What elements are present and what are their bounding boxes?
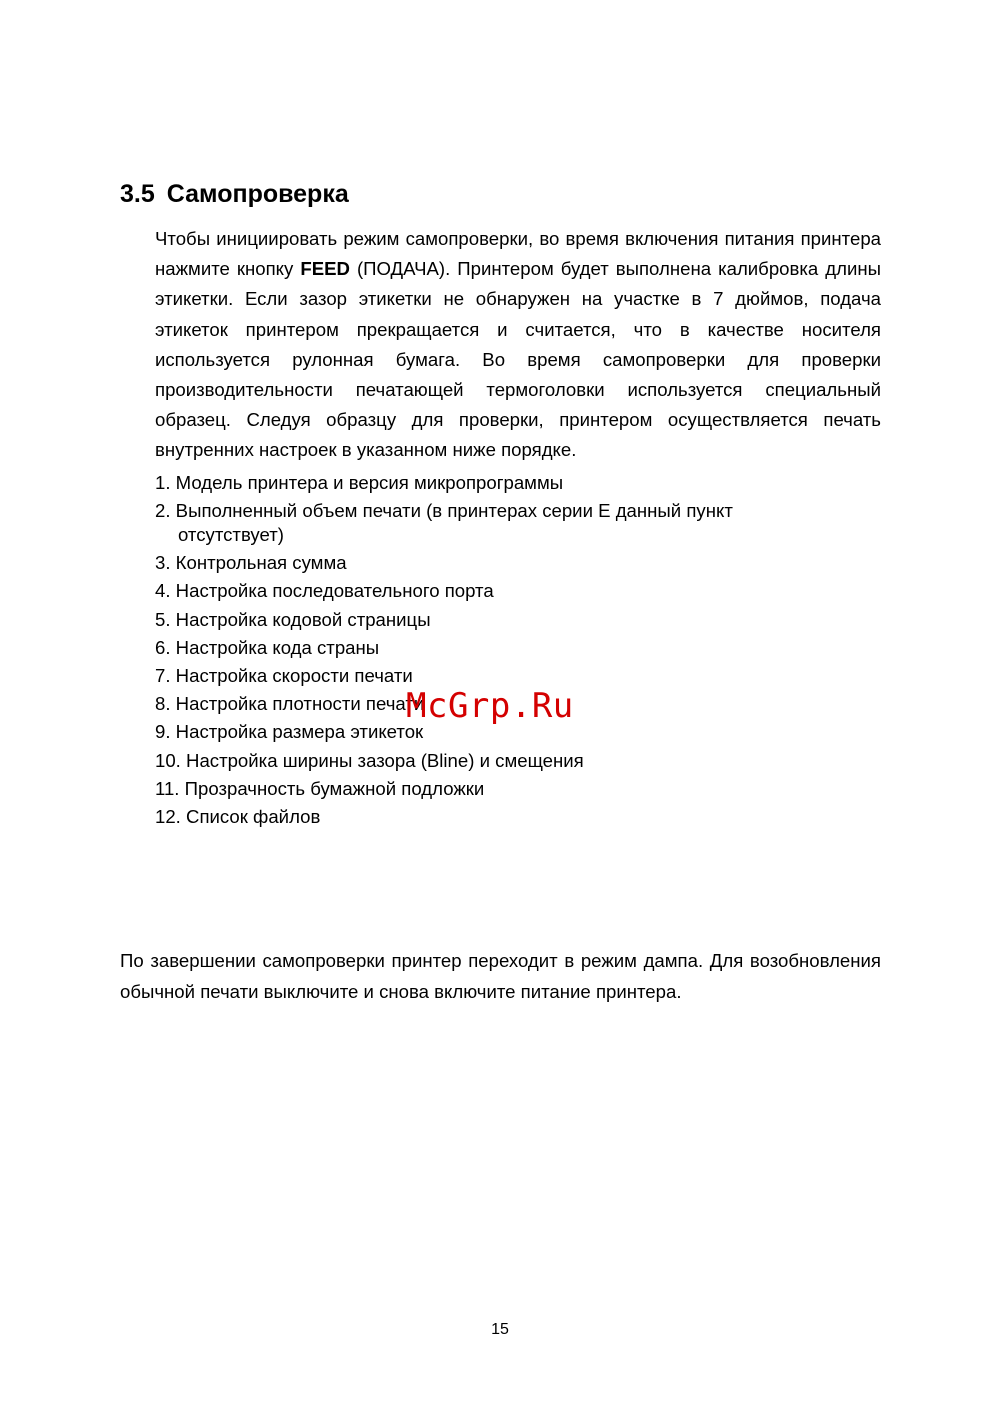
page-number: 15 xyxy=(491,1321,509,1338)
section-number: 3.5 xyxy=(120,180,155,208)
list-item: 7. Настройка скорости печати xyxy=(155,664,413,686)
list-item: 11. Прозрачность бумажной подложки xyxy=(155,777,485,799)
list-item: 4. Настройка последовательного порта xyxy=(155,580,494,602)
closing-paragraph: По завершении самопроверки принтер переходит в режим дампа. Для возобновления обычной печати выключите и снова включите питание принтера. xyxy=(120,950,881,1002)
intro-paragraph xyxy=(155,224,881,466)
list-item: 9. Настройка размера этикеток xyxy=(155,721,424,743)
list-item: 1. Модель принтера и версия микропрограммы xyxy=(155,472,564,493)
list-item: 10. Настройка ширины зазора (Bline) и смещения xyxy=(155,749,584,771)
section-title: Самопроверка xyxy=(166,180,349,208)
list-item: 8. Настройка плотности печати xyxy=(155,693,425,715)
list-item-text: 2. Выполненный объем печати (в принтерах серии E данный пункт xyxy=(155,500,733,522)
list-item: 12. Список файлов xyxy=(155,805,321,827)
list-item: 5. Настройка кодовой страницы xyxy=(155,608,431,630)
feed-key-label: FEED xyxy=(300,258,350,280)
list-item xyxy=(155,497,881,549)
intro-text-start: Чтобы инициировать режим самопроверки, во время включения питания принтера нажмите кнопку xyxy=(155,228,881,280)
list-item-continuation: отсутствует) xyxy=(178,524,284,546)
section-heading xyxy=(120,178,349,210)
list-item: 6. Настройка кода страны xyxy=(155,636,380,658)
self-test-items-list xyxy=(155,469,881,831)
watermark: McGrp.Ru xyxy=(406,686,574,726)
list-item: 3. Контрольная сумма xyxy=(155,552,347,574)
intro-text-end: (ПОДАЧА). Принтером будет выполнена калибровка длины этикетки. Если зазор этикетки не обнаружен на участке в 7 дюймов, подача этикеток принтером прекращается и считается, что в качестве носителя используется рулонная бумага. Во время самопроверки для проверки производительности печатающей термоголовки используется специальный образец. Следуя образцу для проверки, принтером осуществляется печать внутренних настроек в указанном ниже порядке. xyxy=(155,258,882,461)
